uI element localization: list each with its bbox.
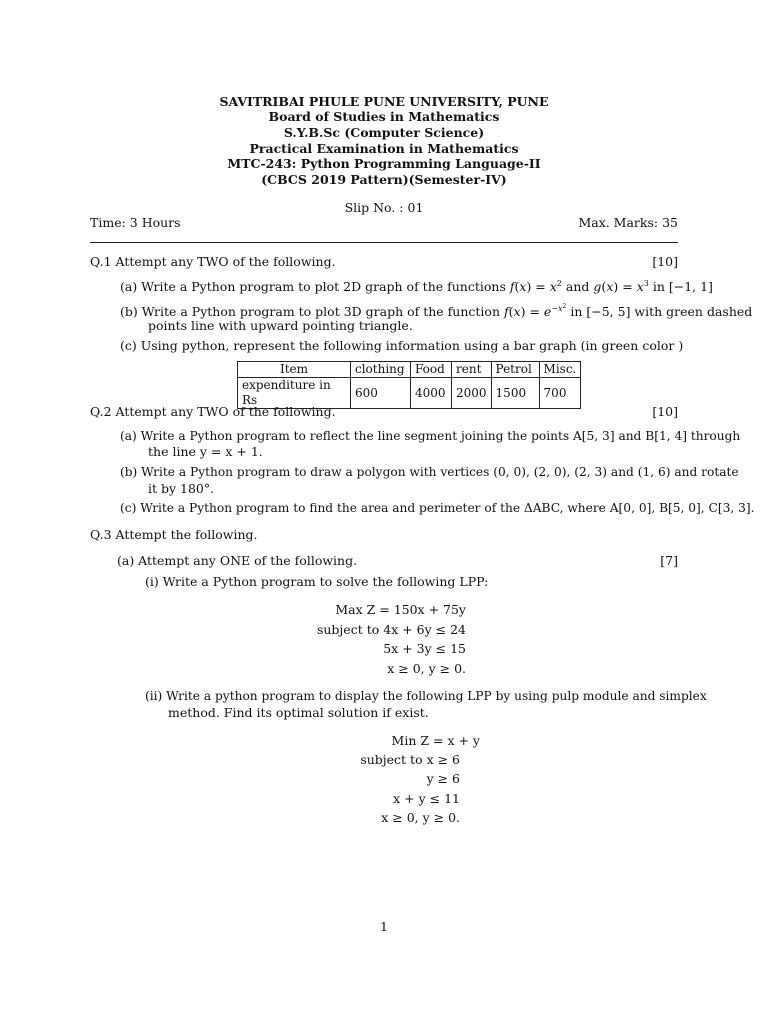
board-name: Board of Studies in Mathematics [268,109,500,124]
lpp1-constraint-3: x ≥ 0, y ≥ 0. [387,661,466,676]
table-cell: Petrol [491,362,539,378]
q1-b-line2: points line with upward pointing triangle. [148,318,413,333]
table-cell: Misc. [539,362,581,378]
lpp1-constraint-2: 5x + 3y ≤ 15 [383,641,466,656]
pattern-name: (CBCS 2019 Pattern)(Semester-IV) [261,172,507,187]
page-number: 1 [380,919,388,934]
header-divider [90,242,678,243]
expenditure-table [237,361,581,409]
q3-i-title: (i) Write a Python program to solve the following LPP: [145,574,489,589]
q1-marks: [10] [652,254,678,269]
course-name: S.Y.B.Sc (Computer Science) [283,125,485,140]
q2-a: (a) Write a Python program to reflect the line segment joining the points A[5, 3] and B[1, 4] through [120,429,741,443]
lpp2-constraint-1: subject to x ≥ 6 [360,752,460,767]
table-cell: 700 [539,378,581,409]
q1-title: Q.1 Attempt any TWO of the following. [90,254,336,269]
table-cell: 2000 [452,378,492,409]
lpp2-constraint-2: y ≥ 6 [426,771,460,786]
q2-marks: [10] [652,404,678,419]
q3-ii-line2: method. Find its optimal solution if exist. [168,705,429,720]
table-cell: 600 [351,378,411,409]
lpp2-constraint-3: x + y ≤ 11 [393,791,460,806]
max-marks: Max. Marks: 35 [578,215,678,230]
q2-b: (b) Write a Python program to draw a polygon with vertices (0, 0), (2, 0), (2, 3) and (1, 6) and rotate [120,465,739,479]
q1-c: (c) Using python, represent the following information using a bar graph (in green color ) [120,338,684,353]
q1-a: (a) Write a Python program to plot 2D graph of the functions $f(x) = x^2$ and $g(x) = x^3$ in [−1, 1] [120,279,713,294]
q1-b: (b) Write a Python program to plot 3D graph of the function $f(x) = e^{-x^2}$ in [−5, 5] with green dashed [120,303,753,319]
lpp2-objective: Min Z = x + y [391,733,480,748]
q3-title: Q.3 Attempt the following. [90,527,258,542]
table-cell: rent [452,362,492,378]
table-cell: 4000 [411,378,452,409]
q2-a-line2: the line y = x + 1. [148,444,263,459]
subject-name: MTC-243: Python Programming Language-II [227,156,541,171]
q3-ii-title: (ii) Write a python program to display the following LPP by using pulp module and simplex [145,689,707,703]
q2-b-line2: it by 180°. [148,481,215,496]
table-cell: expenditure in Rs [238,378,351,409]
exam-name: Practical Examination in Mathematics [249,141,519,156]
table-row [238,362,581,378]
q2-title: Q.2 Attempt any TWO of the following. [90,404,336,419]
q3-a-title: (a) Attempt any ONE of the following. [117,553,358,568]
university-name: SAVITRIBAI PHULE PUNE UNIVERSITY, PUNE [219,94,549,109]
table-cell: Item [238,362,351,378]
lpp1-constraint-1: subject to 4x + 6y ≤ 24 [316,622,466,637]
lpp2-constraint-4: x ≥ 0, y ≥ 0. [381,810,460,825]
q2-c: (c) Write a Python program to find the area and perimeter of the ΔABC, where A[0, 0], B[5, 0], C[3, 3]. [120,501,755,515]
table-cell: Food [411,362,452,378]
slip-number: Slip No. : 01 [344,200,424,215]
exam-time: Time: 3 Hours [90,215,181,230]
table-cell: clothing [351,362,411,378]
q3-a-marks: [7] [660,553,678,568]
lpp1-objective: Max Z = 150x + 75y [335,602,466,617]
table-cell: 1500 [491,378,539,409]
